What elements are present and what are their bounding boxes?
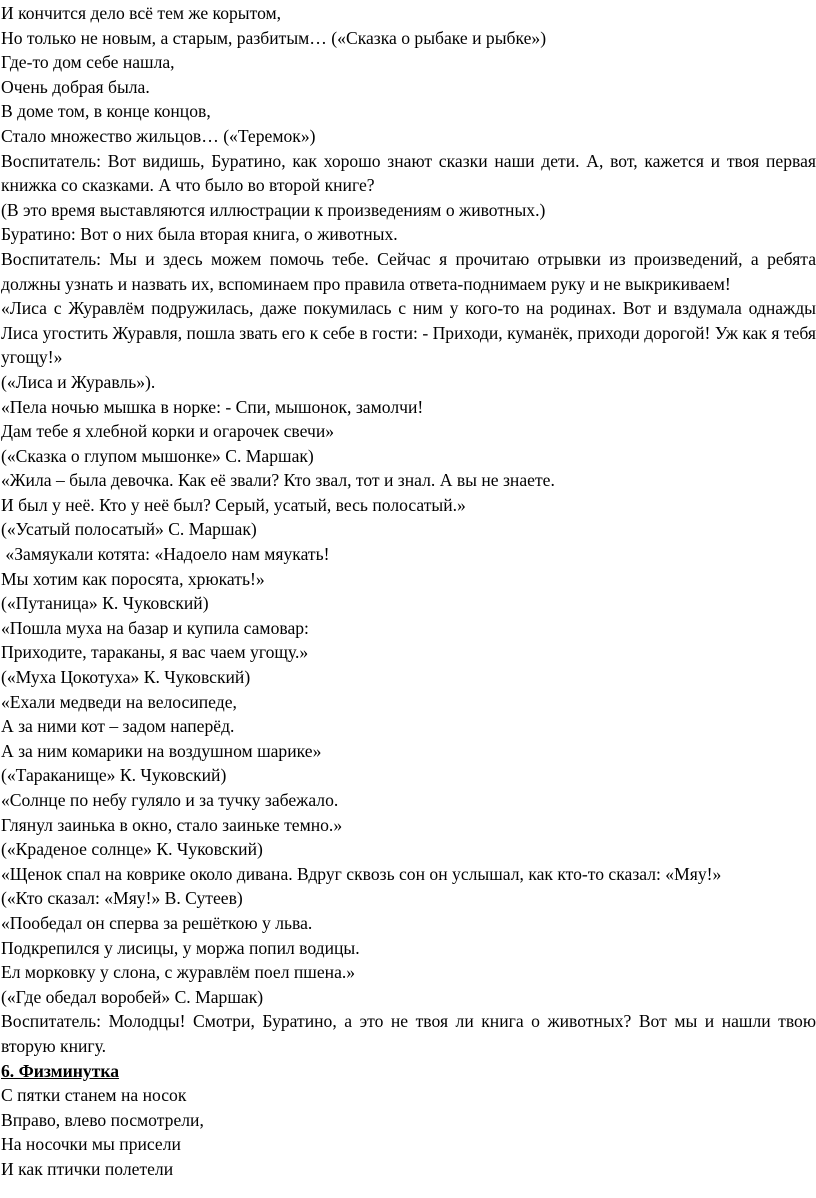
quote-line: И был у неё. Кто у неё был? Серый, усатый, весь полосатый.» [1, 494, 466, 515]
poem-line: Но только не новым, а старым, разбитым… («Сказка о рыбаке и рыбке») [1, 27, 547, 48]
quote-line: «Ехали медведи на велосипеде, [1, 691, 237, 712]
quote-line: Подкрепился у лисицы, у моржа попил водицы. [1, 937, 360, 958]
source-line: («Муха Цокотуха» К. Чуковский) [1, 667, 251, 688]
exercise-line: С пятки станем на носок [1, 1085, 187, 1106]
quote-paragraph: «Лиса с Журавлём подружилась, даже покумилась с ним у кого-то на родинах. Вот и вздумала однажды Лиса угостить Журавля, пошла звать его к себе в гости: - Приходи, куманёк, приходи дорогой! Уж как я тебя угощу!» [1, 298, 816, 368]
quote-line: «Жила – была девочка. Как её звали? Кто звал, тот и знал. А вы не знаете. [1, 470, 555, 491]
quote-line: Ел морковку у слона, с журавлём поел пшена.» [1, 962, 356, 983]
teacher-paragraph: Воспитатель: Вот видишь, Буратино, как хорошо знают сказки наши дети. А, вот, кажется и твоя первая книжка со сказками. А что было во второй книге? [1, 150, 816, 196]
source-line: («Краденое солнце» К. Чуковский) [1, 839, 263, 860]
riddle-line: В доме том, в конце концов, [1, 101, 211, 122]
quote-line: «Пообедал он сперва за решёткою у льва. [1, 912, 313, 933]
quote-line: А за ними кот – задом наперёд. [1, 716, 235, 737]
quote-line: Дам тебе я хлебной корки и огарочек свечи» [1, 421, 335, 442]
quote-line: Мы хотим как поросята, хрюкать!» [1, 568, 265, 589]
quote-line: Приходите, тараканы, я вас чаем угощу.» [1, 642, 309, 663]
riddle-line: Очень добрая была. [1, 76, 150, 97]
source-line: («Где обедал воробей» С. Маршак) [1, 986, 264, 1007]
quote-line: Глянул заинька в окно, стало заиньке темно.» [1, 814, 343, 835]
quote-line: «Щенок спал на коврике около дивана. Вдруг сквозь сон он услышал, как кто-то сказал: «Мяу!» [1, 863, 722, 884]
teacher-paragraph: Воспитатель: Мы и здесь можем помочь тебе. Сейчас я прочитаю отрывки из произведений, а ребята должны узнать и назвать их, вспоминаем про правила ответа-поднимаем руку и не выкрикиваем! [1, 248, 816, 294]
riddle-line: Стало множество жильцов… («Теремок») [1, 125, 316, 146]
poem-line: И кончится дело всё тем же корытом, [1, 3, 282, 23]
exercise-line: На носочки мы присели [1, 1134, 181, 1155]
source-line: («Усатый полосатый» С. Маршак) [1, 519, 257, 540]
source-line: («Сказка о глупом мышонке» С. Маршак) [1, 445, 314, 466]
quote-line: А за ним комарики на воздушном шарике» [1, 740, 322, 761]
exercise-line: Вправо, влево посмотрели, [1, 1109, 204, 1130]
source-line: («Кто сказал: «Мяу!» В. Сутеев) [1, 888, 243, 909]
teacher-paragraph: Воспитатель: Молодцы! Смотри, Буратино, а это не твоя ли книга о животных? Вот мы и нашли твою вторую книгу. [1, 1011, 816, 1056]
quote-line: «Солнце по небу гуляло и за тучку забежало. [1, 790, 339, 810]
source-line: («Тараканище» К. Чуковский) [1, 765, 227, 786]
source-line: («Лиса и Журавль»). [1, 371, 156, 392]
source-line: («Путаница» К. Чуковский) [1, 593, 209, 614]
stage-direction: (В это время выставляются иллюстрации к произведениям о животных.) [1, 199, 546, 220]
riddle-line: Где-то дом себе нашла, [1, 52, 175, 73]
quote-line: «Пела ночью мышка в норке: - Спи, мышонок, замолчи! [1, 396, 424, 417]
quote-line: «Пошла муха на базар и купила самовар: [1, 617, 309, 638]
exercise-line: И как птички полетели [1, 1158, 174, 1179]
quote-line: «Замяукали котята: «Надоело нам мяукать! [1, 544, 330, 565]
buratino-line: Буратино: Вот о них была вторая книга, о животных. [1, 224, 398, 245]
section-heading: 6. Физминутка [1, 1060, 120, 1081]
